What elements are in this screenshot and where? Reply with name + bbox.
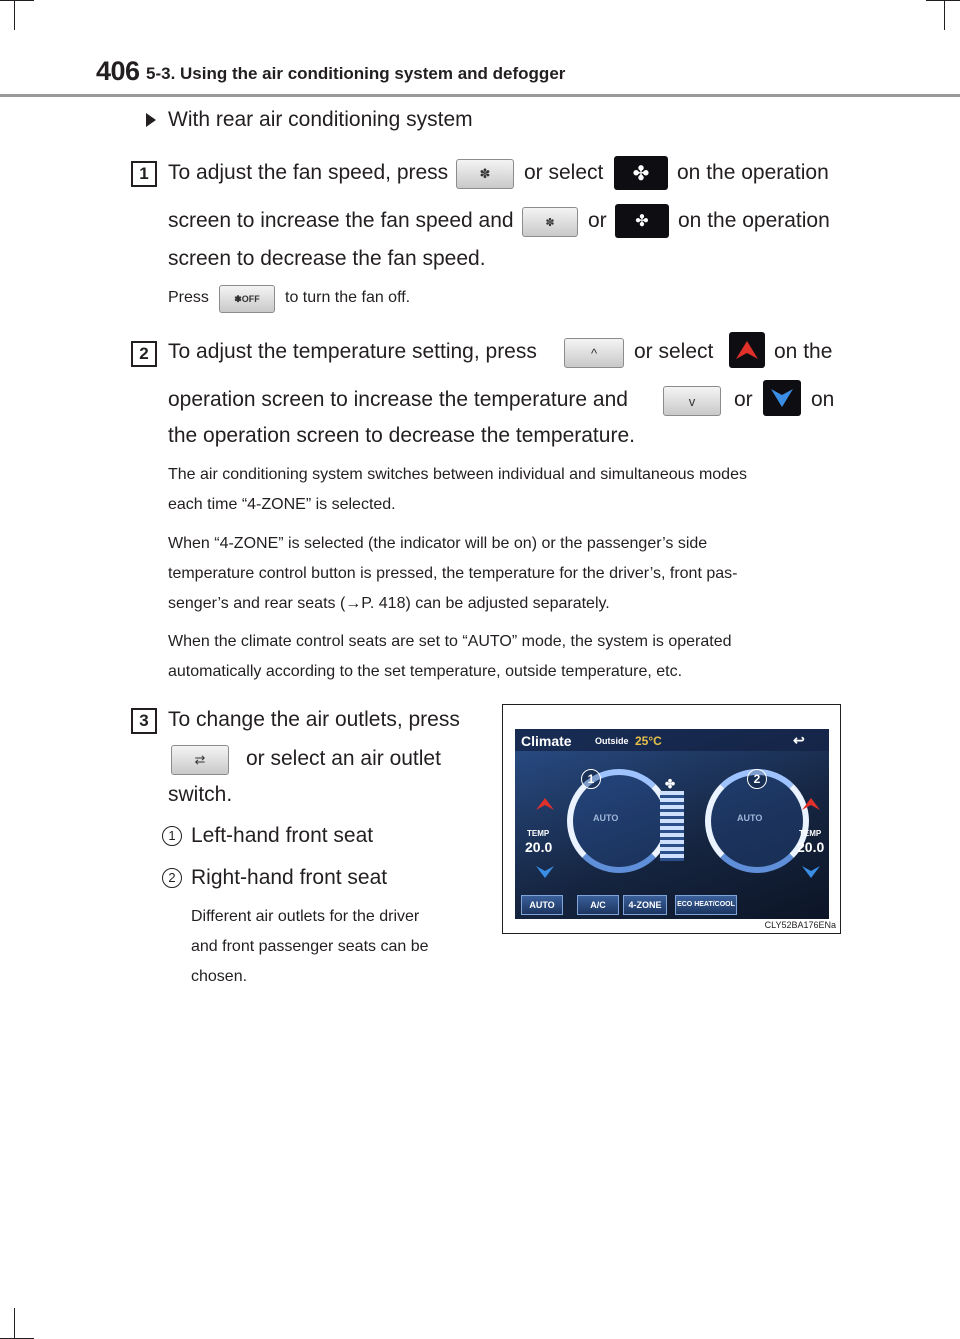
crop-mark: [0, 0, 34, 1]
step1-line2b: or: [588, 209, 607, 232]
left-mode: AUTO: [593, 813, 619, 823]
step1-line2c: on the operation: [678, 209, 830, 232]
image-code: CLY52BA176ENa: [764, 920, 836, 930]
right-temp-up-icon: [801, 797, 821, 811]
step2-line3: the operation screen to decrease the temperature.: [168, 424, 635, 447]
step2-note3-l2: automatically according to the set temperature, outside temperature, etc.: [168, 663, 683, 680]
left-temp-up-icon: [535, 797, 555, 811]
step1-line1a: To adjust the fan speed, press: [168, 161, 449, 184]
crop-mark: [944, 0, 945, 30]
step2-line2c: on: [811, 388, 835, 411]
air-outlet-button[interactable]: [171, 745, 229, 775]
back-arrow-icon: ↩: [793, 732, 805, 748]
right-mode: AUTO: [737, 813, 763, 823]
fan-off-button[interactable]: [219, 285, 275, 313]
step2-line1a: To adjust the temperature setting, press: [168, 340, 537, 363]
step3-note-l3: chosen.: [191, 968, 248, 985]
item-label: Right-hand front seat: [191, 866, 388, 889]
step3-note-l2: and front passenger seats can be: [191, 938, 429, 955]
marker-2: 2: [747, 769, 767, 789]
step2-note1-l1: The air conditioning system switches between individual and simultaneous modes: [168, 466, 747, 483]
four-zone-button: 4-ZONE: [623, 895, 667, 915]
left-temp-label: TEMP: [527, 829, 550, 838]
crop-mark: [14, 0, 15, 30]
fan-button-decrease[interactable]: [522, 207, 578, 237]
right-temp-value: 20.0: [797, 839, 825, 855]
air-outlet-icon: ⇄: [194, 752, 206, 767]
marker-1: 1: [581, 769, 601, 789]
temp-down-screen-button[interactable]: [763, 380, 801, 416]
step2-note2-l2: temperature control button is pressed, the temperature for the driver’s, front pas-: [168, 565, 738, 582]
fan-button[interactable]: [456, 159, 514, 189]
chevron-down-icon: v: [688, 393, 696, 409]
chevron-up-icon: ^: [590, 345, 598, 361]
step-number-2: 2: [131, 341, 157, 367]
step2-note1-l2: each time “4-ZONE” is selected.: [168, 496, 396, 513]
step-number-1: 1: [131, 161, 157, 187]
step1-line2a: screen to increase the fan speed and: [168, 209, 514, 232]
climate-display: [515, 729, 829, 919]
right-temp-down-icon: [801, 865, 821, 879]
subheading: With rear air conditioning system: [168, 108, 473, 131]
outside-temp: 25°C: [635, 734, 662, 748]
step1-line3: screen to decrease the fan speed.: [168, 247, 486, 270]
left-temp-value: 20.0: [525, 839, 553, 855]
fan-icon: ✤: [665, 777, 676, 791]
step3-line2: or select an air outlet: [246, 747, 441, 770]
fan-icon: ✽: [545, 216, 555, 229]
step3-line1: To change the air outlets, press: [168, 708, 460, 731]
step1-note-b: to turn the fan off.: [285, 289, 411, 306]
step2-line1c: on the: [774, 340, 833, 363]
fan-icon: ✤: [635, 213, 649, 230]
step-number-3: 3: [131, 708, 157, 734]
ac-button: A/C: [577, 895, 619, 915]
temp-down-button[interactable]: [663, 386, 721, 416]
step2-note2-l1: When “4-ZONE” is selected (the indicator will be on) or the passenger’s side: [168, 535, 708, 552]
step2-note3-l1: When the climate control seats are set to “AUTO” mode, the system is operated: [168, 633, 732, 650]
fan-level-indicator: [660, 791, 684, 861]
temp-up-button[interactable]: [564, 338, 624, 368]
right-temp-label: TEMP: [799, 829, 822, 838]
step1-line1c: on the operation: [677, 161, 829, 184]
fan-icon: ✽: [234, 293, 242, 304]
section-title: 5-3. Using the air conditioning system and defogger: [146, 64, 566, 83]
fan-screen-button[interactable]: [614, 156, 668, 190]
climate-title: Climate: [521, 733, 572, 749]
crop-mark: [14, 1308, 15, 1339]
step3-line3: switch.: [168, 783, 233, 806]
step3-note-l1: Different air outlets for the driver: [191, 908, 420, 925]
page-number: 406: [96, 56, 140, 86]
crop-mark: [926, 0, 960, 1]
item-label: Left-hand front seat: [191, 824, 374, 847]
arrow-up-icon: [734, 339, 760, 361]
climate-screen-illustration: [502, 704, 841, 934]
triangle-bullet-icon: [146, 113, 156, 127]
outside-label: Outside: [595, 736, 629, 746]
step1-line1b: or select: [524, 161, 604, 184]
item-number-circle: 1: [162, 826, 182, 846]
item-number-circle: 2: [162, 868, 182, 888]
fan-icon: ✤: [632, 162, 650, 185]
step2-note2-l3: senger’s and rear seats (→P. 418) can be adjusted separately.: [168, 595, 610, 612]
fan-screen-button-decrease[interactable]: [615, 204, 669, 238]
fan-off-label: OFF: [241, 294, 260, 304]
step2-line1b: or select: [634, 340, 714, 363]
fan-icon: ✽: [479, 166, 491, 181]
step1-note-a: Press: [168, 289, 209, 306]
step2-line2a: operation screen to increase the temperature and: [168, 388, 628, 411]
auto-button: AUTO: [521, 895, 563, 915]
eco-heat-cool-button: ECO HEAT/COOL: [675, 895, 737, 915]
header-divider: [0, 94, 960, 97]
left-temp-down-icon: [535, 865, 555, 879]
arrow-down-icon: [769, 387, 795, 409]
temp-up-screen-button[interactable]: [729, 332, 765, 368]
step2-line2b: or: [734, 388, 753, 411]
